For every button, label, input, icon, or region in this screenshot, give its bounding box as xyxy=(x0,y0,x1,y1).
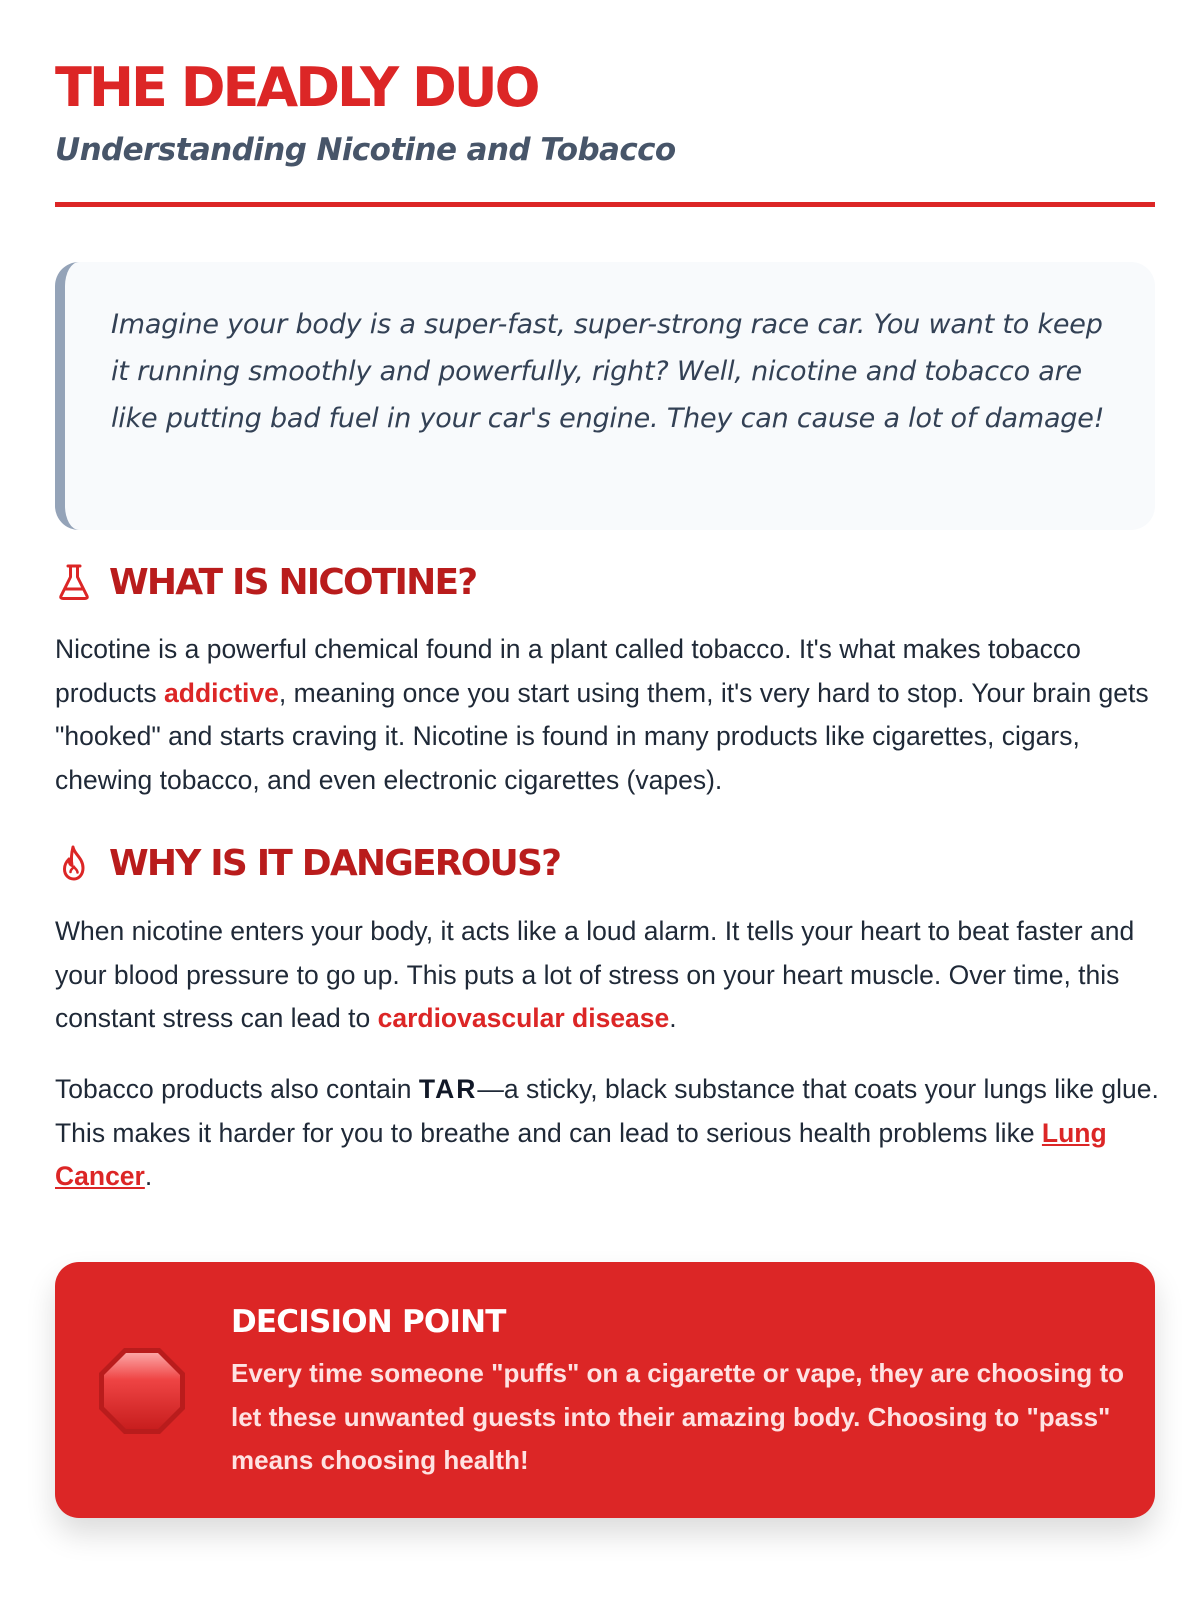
danger-paragraph-heart xyxy=(55,910,1165,1041)
nicotine-text-after: , meaning once you start using them, it's very hard to stop. Your brain gets "hooked" and starts craving it. Nicotine is found in many products like cigarettes, cigars, chewing tobacco, and even electronic cigarettes (vapes). xyxy=(55,677,1149,795)
danger-text-after: . xyxy=(669,1003,677,1033)
section-heading-nicotine xyxy=(55,552,476,612)
tar-strong: TAR xyxy=(418,1074,478,1104)
nicotine-text-before: Nicotine is a powerful chemical found in a plant called tobacco. It's what makes tobacco products xyxy=(55,634,1081,708)
intro-callout xyxy=(55,262,1155,530)
danger-paragraph-tar xyxy=(55,1068,1165,1199)
page-title: THE DEADLY DUO xyxy=(55,56,538,119)
tar-text-before: Tobacco products also contain xyxy=(55,1074,419,1104)
danger-text-before: When nicotine enters your body, it acts like a loud alarm. It tells your heart to beat faster and your blood pressure to go up. This puts a lot of stress on your heart muscle. Over time, this constant stress can lead to xyxy=(55,916,1135,1033)
decision-title: DECISION POINT xyxy=(231,1304,506,1340)
decision-callout xyxy=(55,1262,1155,1518)
page-subtitle: Understanding Nicotine and Tobacco xyxy=(55,132,676,168)
addictive-highlight: addictive xyxy=(164,677,279,708)
section-heading-text: WHY IS IT DANGEROUS? xyxy=(109,842,561,884)
stop-sign-icon xyxy=(95,1344,189,1438)
tar-text-middle: —a sticky, black substance that coats your lungs like glue. This makes it harder for you to breathe and can lead to serious health problems like xyxy=(55,1074,1159,1148)
nicotine-paragraph xyxy=(55,628,1165,802)
section-heading-text: WHAT IS NICOTINE? xyxy=(109,561,477,603)
title-divider xyxy=(55,202,1155,207)
flask-icon xyxy=(55,562,93,602)
cardiovascular-highlight: cardiovascular disease xyxy=(377,1003,670,1033)
lung-cancer-link[interactable]: Lung Cancer xyxy=(55,1117,1107,1191)
section-heading-danger xyxy=(55,833,560,893)
intro-text: Imagine your body is a super-fast, super-strong race car. You want to keep it running smoothly and powerfully, right? Well, nicotine and tobacco are like putting bad fuel in your car's engine. They can cause a lot of damage! xyxy=(111,309,1105,434)
decision-text: Every time someone "puffs" on a cigarette or vape, they are choosing to let these unwanted guests into their amazing body. Choosing to "pass" means choosing health! xyxy=(231,1358,1125,1475)
tar-text-after: . xyxy=(144,1161,153,1191)
flame-icon xyxy=(55,843,93,883)
